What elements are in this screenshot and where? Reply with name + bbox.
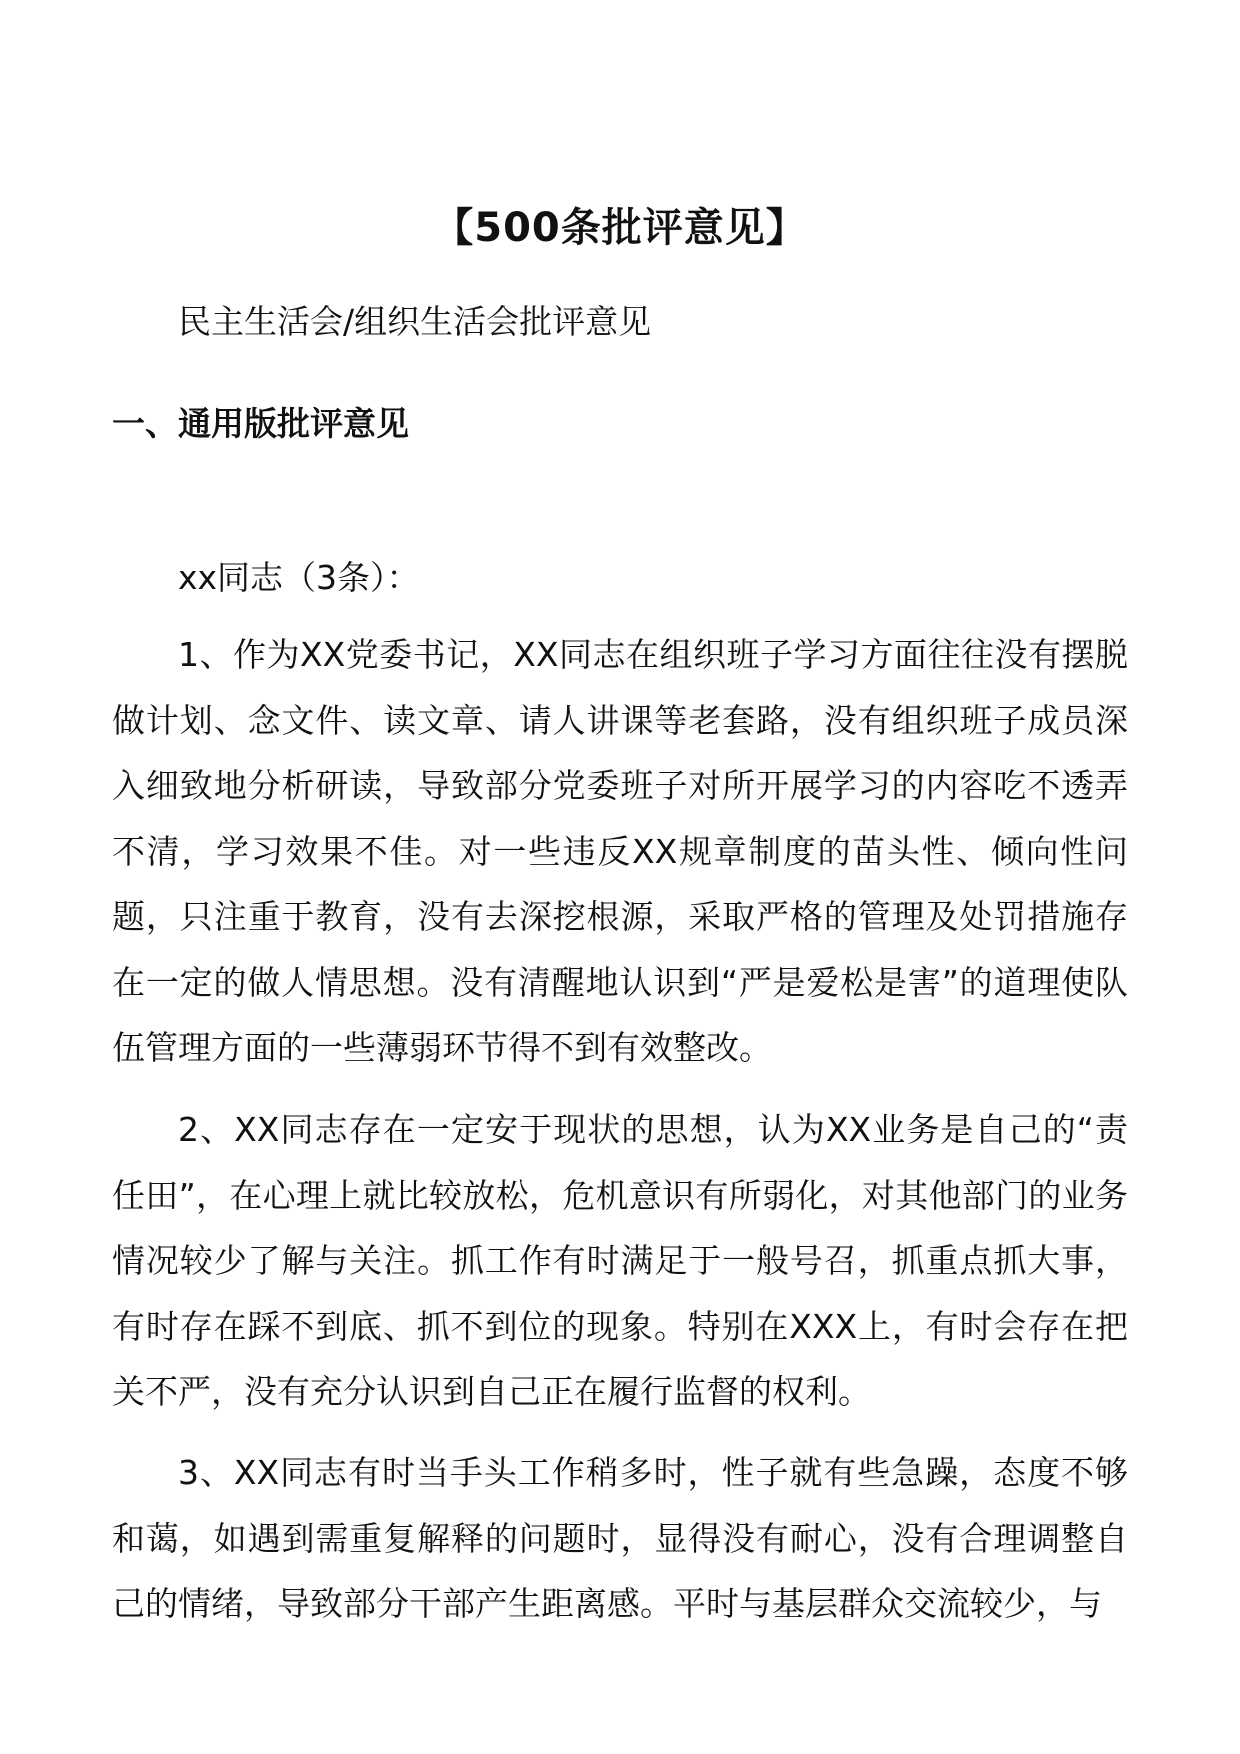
critique-paragraph-1: 1、作为XX党委书记，XX同志在组织班子学习方面往往没有摆脱做计划、念文件、读文章、请人讲课等老套路，没有组织班子成员深入细致地分析研读，导致部分党委班子对所开展学习的内容吃不透弄不清，学习效果不佳。对一些违反XX规章制度的苗头性、倾向性问题，只注重于教育，没有去深挖根源，采取严格的管理及处罚措施存在一定的做人情思想。没有清醒地认识到“严是爱松是害”的道理使队伍管理方面的一些薄弱环节得不到有效整改。 xyxy=(112,635,1128,1067)
section-heading: 一、通用版批评意见 xyxy=(112,404,409,443)
document-title: 【500条批评意见】 xyxy=(433,205,807,251)
addressee-line: xx同志（3条）： xyxy=(178,558,420,597)
critique-paragraph-2: 2、XX同志存在一定安于现状的思想，认为XX业务是自己的“责任田”，在心理上就比较放松，危机意识有所弱化，对其他部门的业务情况较少了解与关注。抓工作有时满足于一般号召，抓重点抓大事，有时存在踩不到底、抓不到位的现象。特别在XXX上，有时会存在把关不严，没有充分认识到自己正在履行监督的权利。 xyxy=(112,1110,1128,1411)
document-subtitle: 民主生活会/组织生活会批评意见 xyxy=(178,302,652,341)
critique-paragraph-3: 3、XX同志有时当手头工作稍多时，性子就有些急躁，态度不够和蔼，如遇到需重复解释的问题时，显得没有耐心，没有合理调整自己的情绪，导致部分干部产生距离感。平时与基层群众交流较少，与 xyxy=(112,1453,1128,1623)
